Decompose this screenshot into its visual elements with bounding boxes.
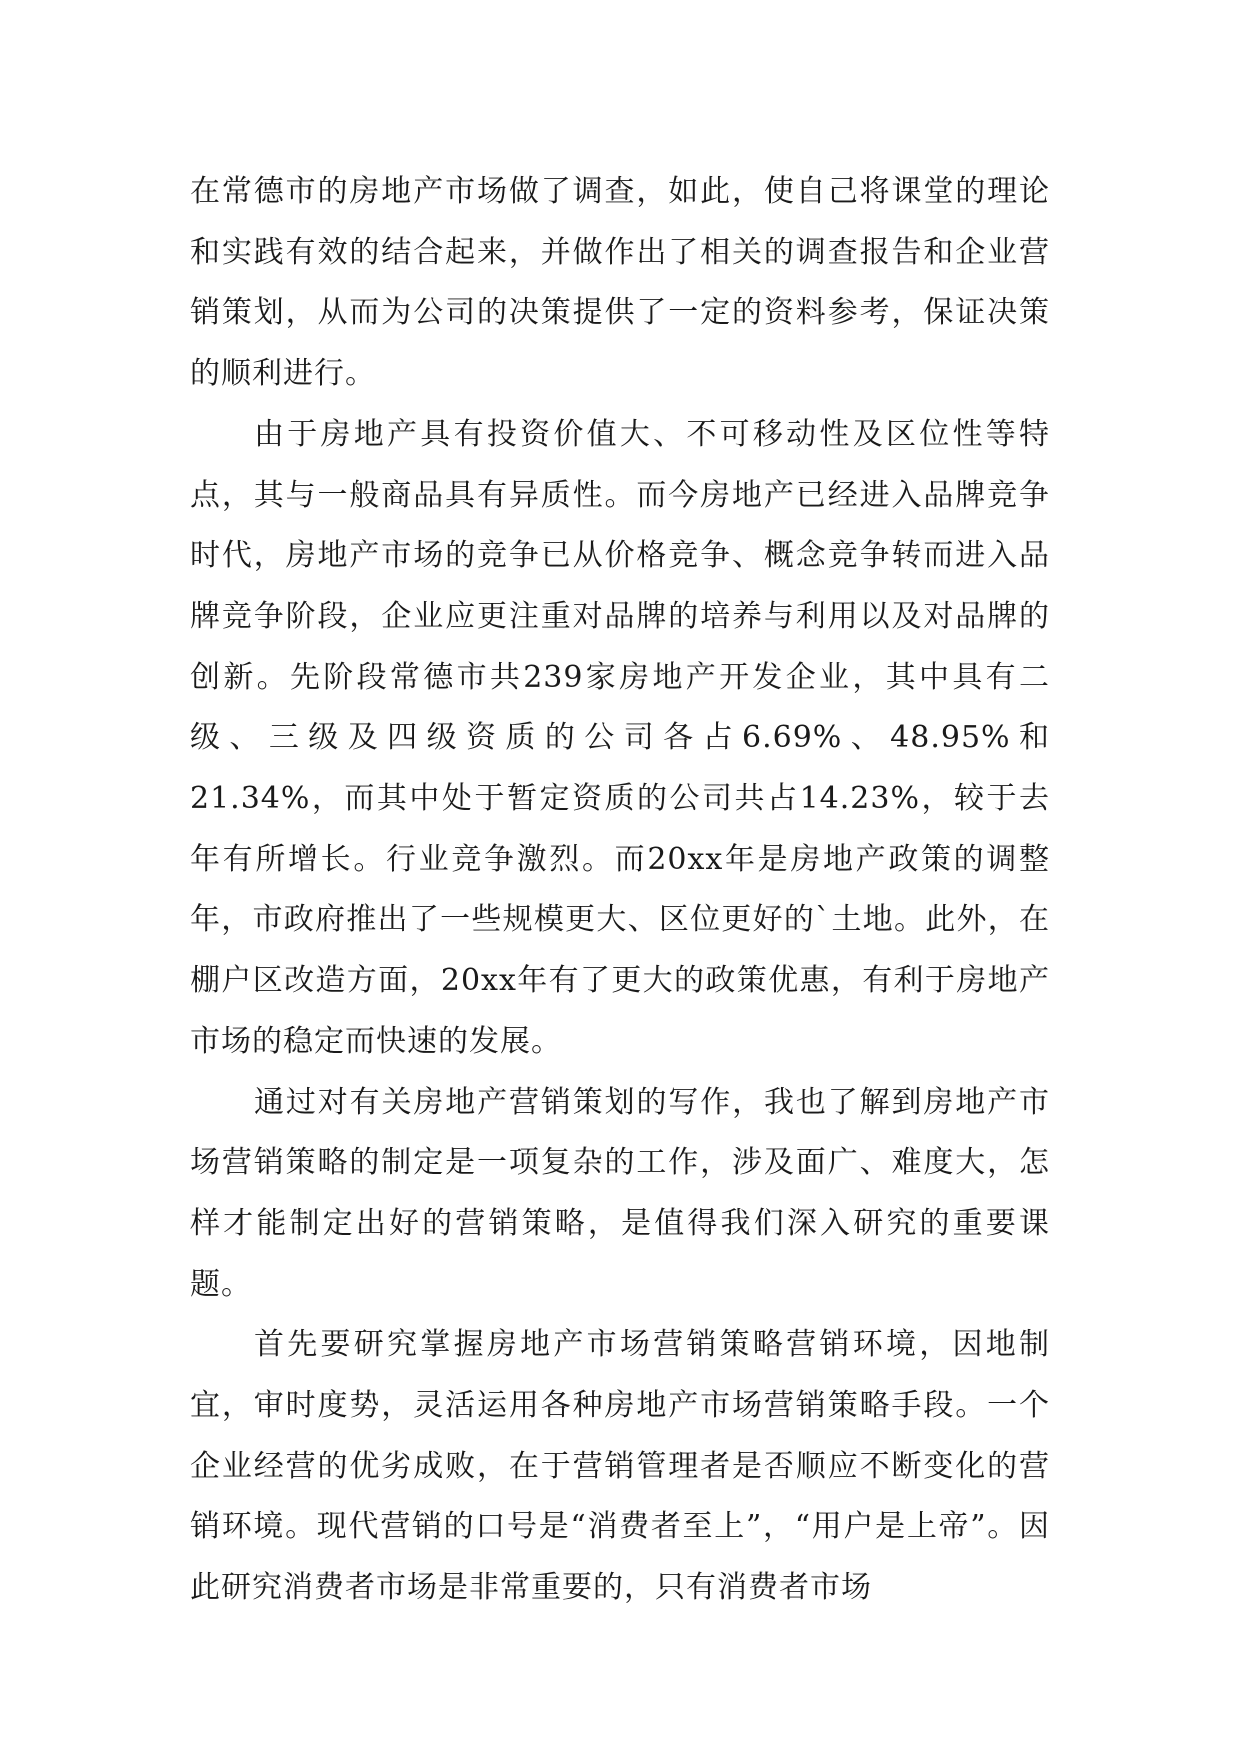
paragraph-2: 由于房地产具有投资价值大、不可移动性及区位性等特点，其与一般商品具有异质性。而今房地产已经进入品牌竞争时代，房地产市场的竞争已从价格竞争、概念竞争转而进入品牌竞争阶段，企业应更注重对品牌的培养与利用以及对品牌的创新。先阶段常德市共239家房地产开发企业，其中具有二级、三级及四级资质的公司各占6.69%、48.95%和21.34%，而其中处于暂定资质的公司共占14.23%，较于去年有所增长。行业竞争激烈。而20xx年是房地产政策的调整年，市政府推出了一些规模更大、区位更好的`土地。此外，在棚户区改造方面，20xx年有了更大的政策优惠，有利于房地产市场的稳定而快速的发展。 (190, 416, 1050, 1059)
paragraph-4: 首先要研究掌握房地产市场营销策略营销环境，因地制宜，审时度势，灵活运用各种房地产市场营销策略手段。一个企业经营的优劣成败，在于营销管理者是否顺应不断变化的营销环境。现代营销的口号是“消费者至上”，“用户是上帝”。因此研究消费者市场是非常重要的，只有消费者市场 (190, 1327, 1050, 1606)
paragraph-3: 通过对有关房地产营销策划的写作，我也了解到房地产市场营销策略的制定是一项复杂的工作，涉及面广、难度大，怎样才能制定出好的营销策略，是值得我们深入研究的重要课题。 (190, 1084, 1050, 1302)
document-body (190, 162, 1050, 1619)
paragraph-1: 在常德市的房地产市场做了调查，如此，使自己将课堂的理论和实践有效的结合起来，并做作出了相关的调查报告和企业营销策划，从而为公司的决策提供了一定的资料参考，保证决策的顺利进行。 (190, 174, 1050, 392)
